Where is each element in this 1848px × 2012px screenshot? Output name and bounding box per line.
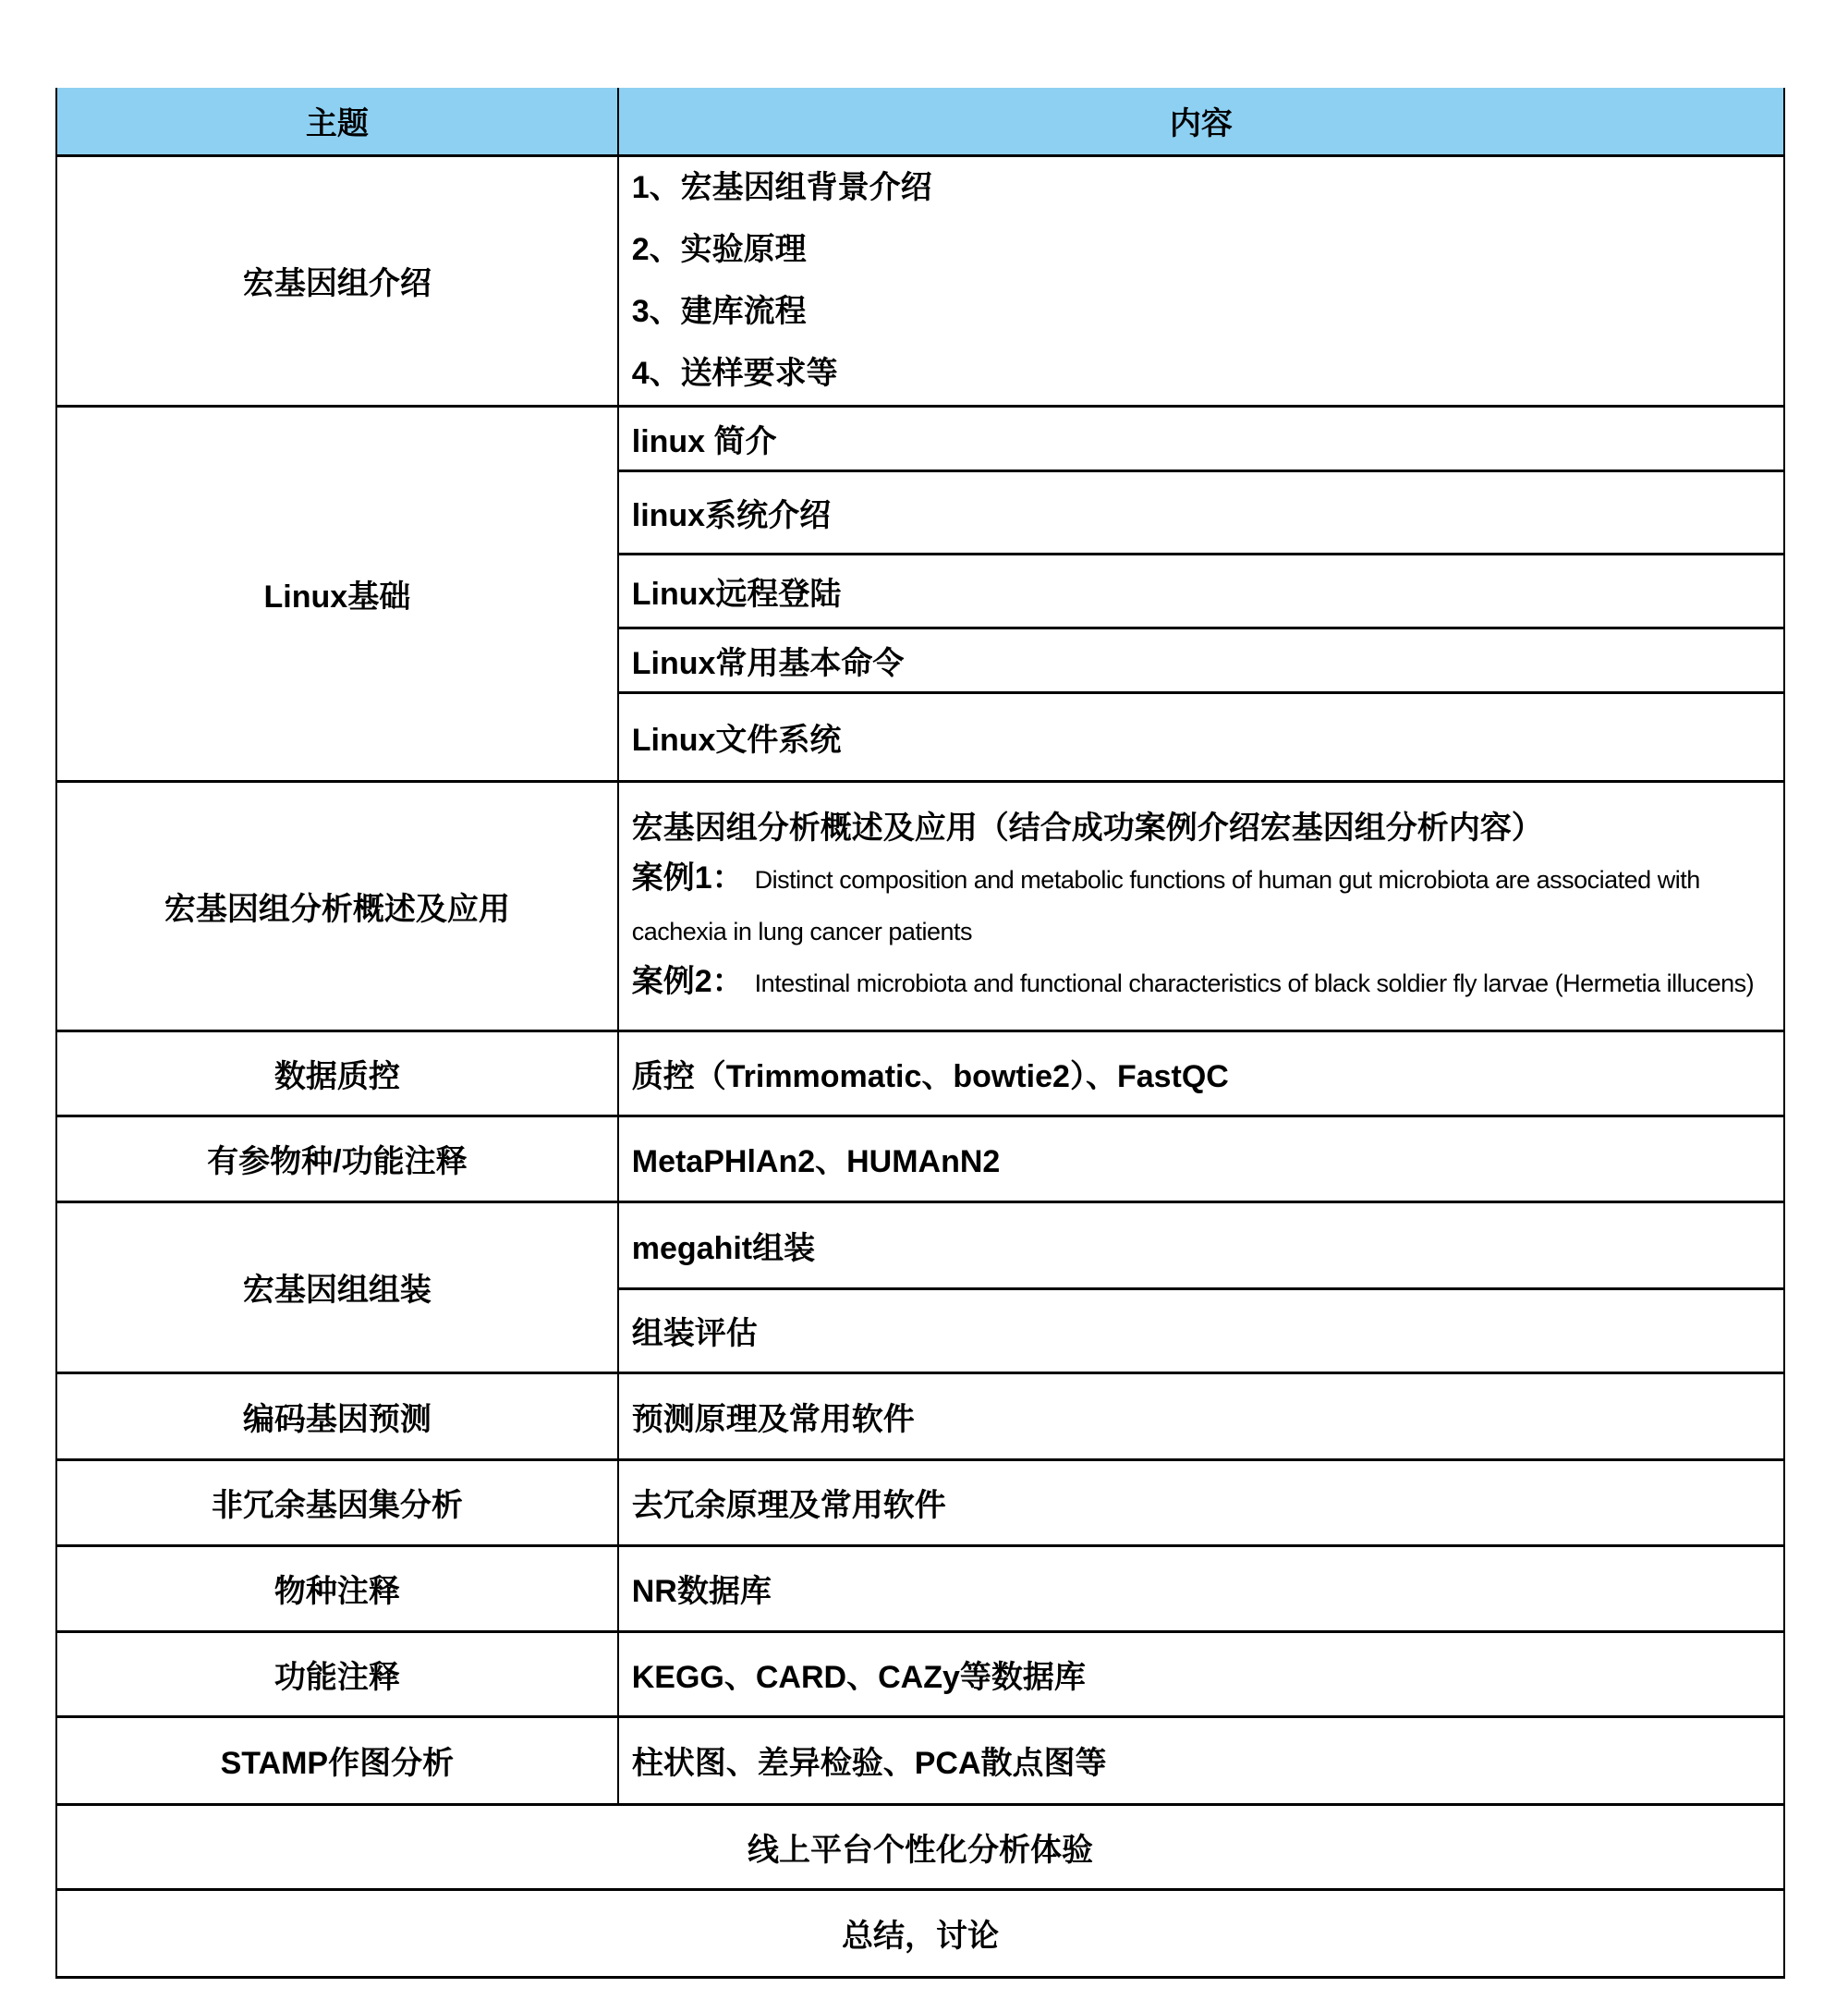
intro-line-3: 3、建库流程 [631, 293, 807, 329]
row-analysis-overview [56, 781, 1784, 1030]
row-taxonomy-annotation [56, 1545, 1784, 1631]
topic-cell-data-qc: 数据质控 [56, 1030, 618, 1116]
row-metagenome-intro [56, 155, 1784, 406]
content-cell-analysis-overview [618, 781, 1784, 1030]
content-cell-assembly-evaluation: 组装评估 [618, 1288, 1784, 1372]
topic-cell-function-annotation: 功能注释 [56, 1631, 618, 1716]
intro-line-1: 1、宏基因组背景介绍 [631, 169, 932, 205]
row-online-platform [56, 1804, 1784, 1889]
content-cell-data-qc: 质控（Trimmomatic、bowtie2）、FastQC [618, 1030, 1784, 1116]
topic-cell-taxonomy-annotation: 物种注释 [56, 1545, 618, 1631]
header-topic: 主题 [56, 88, 618, 155]
row-linux-1 [56, 406, 1784, 470]
fullrow-cell-summary-discussion: 总结，讨论 [56, 1889, 1784, 1977]
case2-label: 案例2： [631, 964, 744, 999]
row-function-annotation [56, 1631, 1784, 1716]
row-gene-prediction [56, 1372, 1784, 1459]
case2-title: Intestinal microbiota and functional characteristics of black soldier fly larvae (Hermetia illucens) [754, 969, 1755, 997]
row-data-qc [56, 1030, 1784, 1116]
content-cell-linux-intro: linux 简介 [618, 406, 1784, 470]
content-cell-linux-commands: Linux常用基本命令 [618, 628, 1784, 692]
content-cell-function-annotation: KEGG、CARD、CAZy等数据库 [618, 1631, 1784, 1716]
content-cell-ref-annotation: MetaPHlAn2、HUMAnN2 [618, 1116, 1784, 1201]
fullrow-cell-online-platform: 线上平台个性化分析体验 [56, 1804, 1784, 1889]
content-cell-linux-system: linux系统介绍 [618, 470, 1784, 554]
content-cell-nonredundant-geneset: 去冗余原理及常用软件 [618, 1459, 1784, 1545]
content-cell-megahit: megahit组装 [618, 1201, 1784, 1288]
course-syllabus-table [55, 88, 1785, 1979]
content-cell-linux-filesystem: Linux文件系统 [618, 692, 1784, 781]
topic-cell-gene-prediction: 编码基因预测 [56, 1372, 618, 1459]
content-cell-linux-remote-login: Linux远程登陆 [618, 554, 1784, 628]
row-assembly-1 [56, 1201, 1784, 1288]
content-cell-gene-prediction: 预测原理及常用软件 [618, 1372, 1784, 1459]
row-nonredundant-geneset [56, 1459, 1784, 1545]
topic-cell-stamp-analysis: STAMP作图分析 [56, 1716, 618, 1804]
case1-label: 案例1： [631, 860, 744, 896]
overview-case-2 [632, 957, 1770, 1008]
row-stamp-analysis [56, 1716, 1784, 1804]
case1-title: Distinct composition and metabolic functions of human gut microbiota are associated with cachexia in lung cancer patients [631, 866, 1700, 945]
overview-line-1: 宏基因组分析概述及应用（结合成功案例介绍宏基因组分析内容） [631, 811, 1543, 846]
header-content: 内容 [618, 88, 1784, 155]
topic-cell-nonredundant-geneset: 非冗余基因集分析 [56, 1459, 618, 1545]
topic-cell-ref-annotation: 有参物种/功能注释 [56, 1116, 618, 1201]
row-ref-annotation [56, 1116, 1784, 1201]
overview-case-1 [632, 853, 1770, 957]
content-cell-metagenome-intro [618, 155, 1784, 406]
topic-cell-analysis-overview: 宏基因组分析概述及应用 [56, 781, 618, 1030]
topic-cell-assembly: 宏基因组组装 [56, 1201, 618, 1372]
intro-line-4: 4、送样要求等 [631, 355, 838, 391]
content-cell-taxonomy-annotation: NR数据库 [618, 1545, 1784, 1631]
row-summary-discussion [56, 1889, 1784, 1977]
topic-cell-metagenome-intro: 宏基因组介绍 [56, 155, 618, 406]
header-row [56, 88, 1784, 155]
content-cell-stamp-analysis: 柱状图、差异检验、PCA散点图等 [618, 1716, 1784, 1804]
intro-line-2: 2、实验原理 [631, 231, 807, 267]
topic-cell-linux-basics: Linux基础 [56, 406, 618, 781]
